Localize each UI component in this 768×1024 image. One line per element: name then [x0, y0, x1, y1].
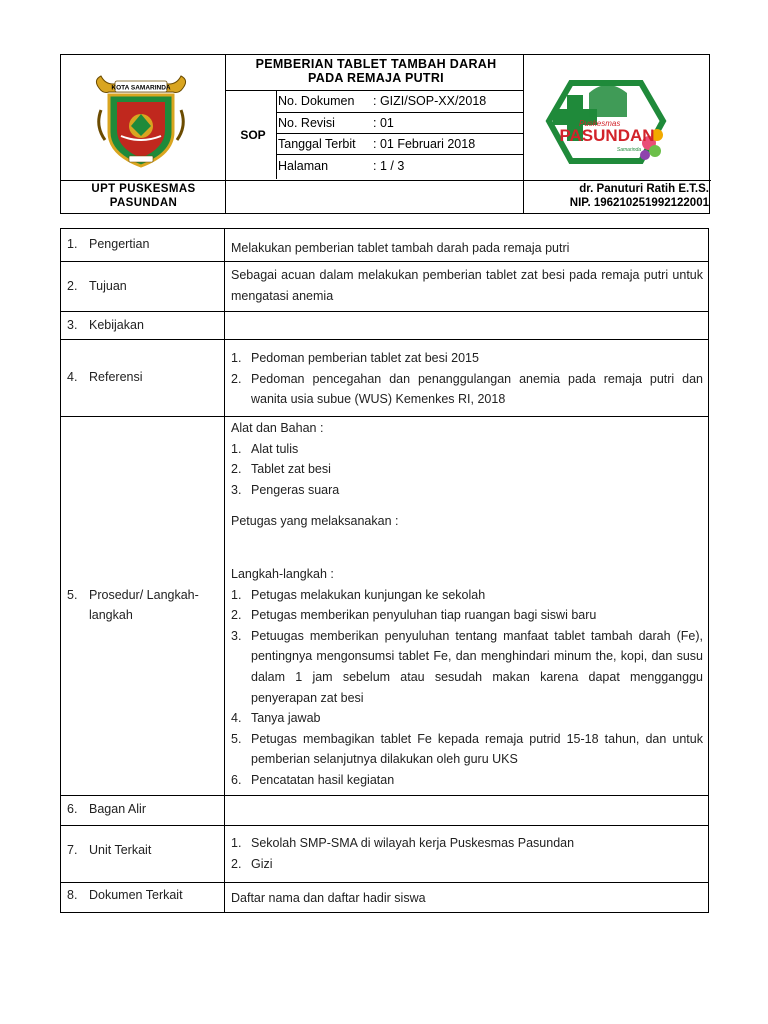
row-label-kebijakan: 3. Kebijakan	[67, 318, 144, 332]
row-label-bagan-alir: 6. Bagan Alir	[67, 802, 146, 816]
meta-label: No. Revisi	[278, 116, 335, 130]
row-label-referensi: 4. Referensi	[67, 370, 143, 384]
row-content-tujuan: Sebagai acuan dalam melakukan pemberian tablet zat besi pada remaja putri untuk mengatasi anemia	[231, 268, 703, 303]
list-item: 2. Petugas memberikan penyuluhan tiap ruangan bagi siswi baru	[231, 608, 597, 623]
list-item: 5. Petugas membagikan tablet Fe kepada remaja putrid 15-18 tahun, dan untuk pemberian selanjutnya dilakukan oleh guru UKS	[231, 731, 703, 767]
sop-content-table	[60, 228, 709, 913]
langkah-heading: Langkah-langkah :	[231, 566, 334, 581]
header-divider	[61, 180, 711, 181]
meta-value: : GIZI/SOP-XX/2018	[373, 94, 487, 108]
organization-name: UPT PUSKESMAS PASUNDAN	[91, 183, 196, 209]
header-divider	[276, 154, 524, 155]
list-item: 1. Petugas melakukan kunjungan ke sekolah	[231, 587, 486, 602]
logo-left-text: KOTA SAMARINDA	[111, 84, 171, 92]
header-divider	[276, 112, 524, 113]
signer-name: dr. Panuturi Ratih E.T.S.	[579, 183, 709, 195]
row-label-dokumen-terkait: 8. Dokumen Terkait	[67, 888, 183, 902]
list-item: 3. Pengeras suara	[231, 482, 340, 497]
logo-right-text: PASUNDAN	[559, 126, 655, 145]
meta-label: Tanggal Terbit	[278, 137, 356, 151]
row-divider	[61, 825, 708, 826]
row-content-unit-terkait	[231, 833, 703, 874]
signer-nip: NIP. 196210251992122001	[569, 197, 709, 209]
row-divider	[61, 795, 708, 796]
row-label-pengertian: 1. Pengertian	[67, 237, 150, 251]
row-divider	[61, 882, 708, 883]
signer-block	[524, 182, 709, 210]
list-item: 2. Tablet zat besi	[231, 462, 331, 477]
alat-heading: Alat dan Bahan :	[231, 421, 324, 435]
row-divider	[61, 416, 708, 417]
list-item: 1. Pedoman pemberian tablet zat besi 2015	[231, 351, 479, 365]
puskesmas-pasundan-logo	[541, 69, 671, 179]
meta-value: : 01	[373, 116, 394, 130]
sop-header-table	[60, 54, 710, 214]
row-label-unit-terkait: 7. Unit Terkait	[67, 843, 152, 857]
meta-value: : 01 Februari 2018	[373, 137, 476, 151]
row-content-dokumen-terkait: Daftar nama dan daftar hadir siswa	[231, 891, 426, 905]
logo-right-small: Puskesmas	[579, 119, 621, 128]
list-item: 3. Petuugas memberikan penyuluhan tentang manfaat tablet tambah darah (Fe), pentingnya mengonsumsi tablet Fe, dan menghindari minum the, kopi, dan susu dalam 1 jam sebelum atau sesudah makan karena dapat mengganggu penyerapan zat besi	[231, 628, 703, 705]
meta-value: : 1 / 3	[373, 159, 405, 173]
meta-label: No. Dokumen	[278, 94, 355, 108]
petugas-heading: Petugas yang melaksanakan :	[231, 514, 399, 529]
meta-label: Halaman	[278, 159, 329, 173]
row-divider	[61, 261, 708, 262]
document-title: PEMBERIAN TABLET TAMBAH DARAH PADA REMAJA PUTRI	[255, 57, 497, 85]
sop-label: SOP	[240, 128, 266, 142]
header-divider	[276, 133, 524, 134]
header-divider	[226, 90, 524, 91]
list-item: 2. Pedoman pencegahan dan penanggulangan anemia pada remaja putri dan wanita usia subue (WUS) Kemenkes RI, 2018	[231, 371, 703, 407]
row-divider	[61, 311, 708, 312]
row-content-prosedur	[231, 418, 703, 791]
row-divider	[61, 339, 708, 340]
list-item: 4. Tanya jawab	[231, 711, 321, 726]
row-label-tujuan: 2. Tujuan	[67, 279, 127, 293]
row-content-referensi	[231, 348, 703, 410]
logo-right-sub: Samarinda	[616, 147, 642, 153]
column-divider	[224, 229, 225, 912]
list-item: 1. Sekolah SMP-SMA di wilayah kerja Puskesmas Pasundan	[231, 836, 575, 850]
row-label-prosedur: 5. Prosedur/ Langkah- langkah	[67, 588, 199, 622]
list-item: 1. Alat tulis	[231, 441, 299, 456]
list-item: 2. Gizi	[231, 856, 273, 871]
list-item: 6. Pencatatan hasil kegiatan	[231, 772, 395, 787]
kota-samarinda-logo	[91, 70, 191, 170]
row-content-pengertian: Melakukan pemberian tablet tambah darah pada remaja putri	[231, 241, 570, 255]
